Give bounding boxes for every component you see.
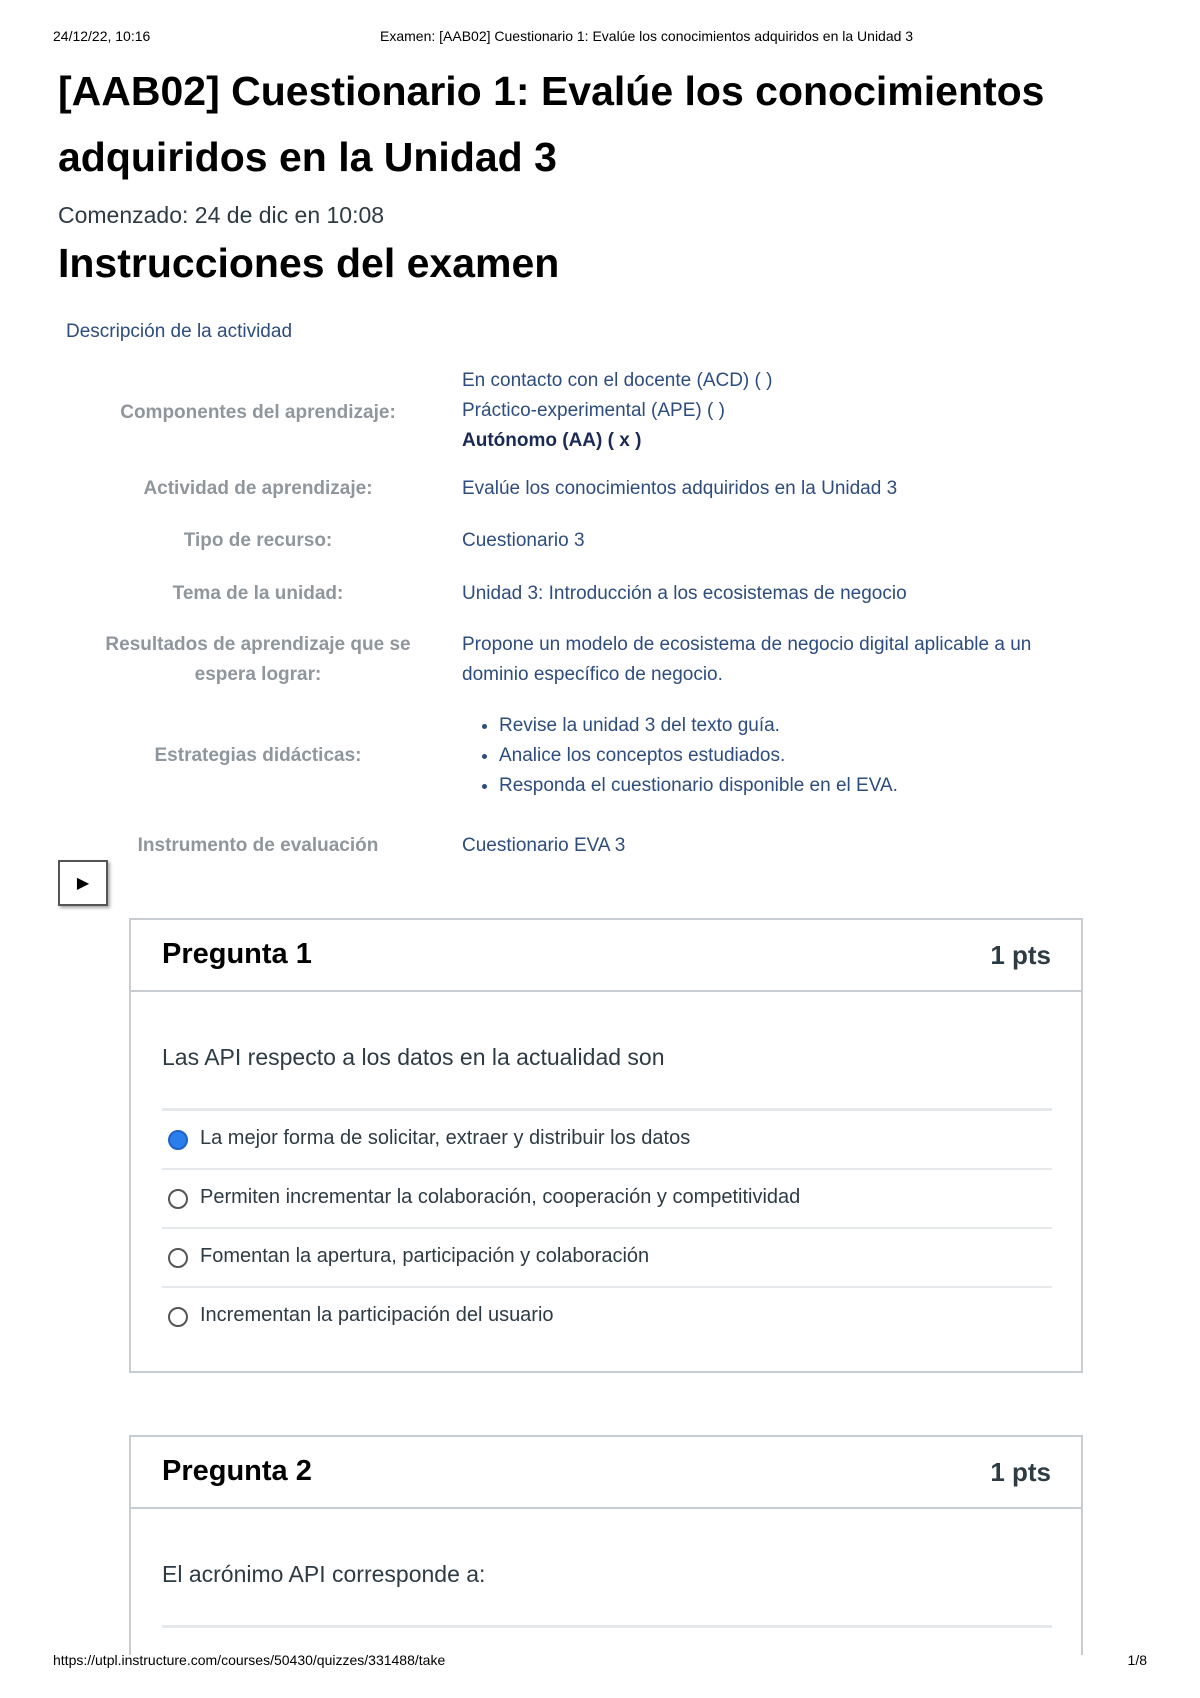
quiz-started-time: Comenzado: 24 de dic en 10:08 bbox=[58, 202, 385, 228]
question-card-2 bbox=[129, 1435, 1083, 1655]
activity-label: Actividad de aprendizaje: bbox=[143, 478, 373, 499]
instrument-value: Cuestionario EVA 3 bbox=[462, 835, 626, 856]
radio-unchecked-icon[interactable] bbox=[168, 1307, 188, 1327]
answer-option[interactable] bbox=[162, 1170, 1052, 1229]
question-text: Las API respecto a los datos en la actualidad son bbox=[162, 1044, 665, 1070]
question-header bbox=[131, 920, 1081, 992]
answer-option[interactable] bbox=[162, 1111, 1052, 1170]
instrument-label: Instrumento de evaluación bbox=[137, 835, 379, 856]
question-title: Pregunta 1 bbox=[162, 938, 312, 970]
question-title: Pregunta 2 bbox=[162, 1455, 312, 1487]
strategies-label: Estrategias didácticas: bbox=[154, 745, 362, 766]
component-acd: En contacto con el docente (ACD) ( ) bbox=[462, 370, 773, 391]
answer-label[interactable]: Permiten incrementar la colaboración, cooperación y competitividad bbox=[200, 1186, 801, 1208]
print-url: https://utpl.instructure.com/courses/50430/quizzes/331488/take bbox=[53, 1652, 446, 1668]
strategies-list bbox=[462, 711, 1082, 801]
radio-unchecked-icon[interactable] bbox=[168, 1248, 188, 1268]
strategy-item: • Analice los conceptos estudiados. bbox=[499, 741, 1082, 771]
answer-list bbox=[162, 1108, 1052, 1345]
activity-description-heading: Descripción de la actividad bbox=[66, 321, 293, 342]
results-label: Resultados de aprendizaje que se espera lograr: bbox=[105, 634, 411, 685]
resource-value: Cuestionario 3 bbox=[462, 530, 585, 551]
question-points: 1 pts bbox=[990, 940, 1051, 970]
components-label: Componentes del aprendizaje: bbox=[120, 402, 396, 423]
answer-label[interactable]: Fomentan la apertura, participación y colaboración bbox=[200, 1245, 650, 1267]
question-card-1 bbox=[129, 918, 1083, 1373]
answer-label[interactable]: La mejor forma de solicitar, extraer y distribuir los datos bbox=[200, 1127, 691, 1149]
play-toggle-button[interactable] bbox=[58, 860, 108, 906]
component-aa: Autónomo (AA) ( x ) bbox=[462, 430, 642, 451]
question-text: El acrónimo API corresponde a: bbox=[162, 1561, 486, 1587]
resource-label: Tipo de recurso: bbox=[183, 530, 333, 551]
strategies-value bbox=[462, 711, 1082, 801]
unit-value: Unidad 3: Introducción a los ecosistemas de negocio bbox=[462, 583, 907, 604]
quiz-title: [AAB02] Cuestionario 1: Evalúe los conocimientos adquiridos en la Unidad 3 bbox=[58, 68, 1045, 180]
print-date: 24/12/22, 10:16 bbox=[53, 28, 151, 44]
component-ape: Práctico-experimental (APE) ( ) bbox=[462, 400, 725, 421]
unit-label: Tema de la unidad: bbox=[172, 583, 344, 604]
instructions-heading: Instrucciones del examen bbox=[58, 240, 560, 286]
question-header bbox=[131, 1437, 1081, 1509]
results-value: Propone un modelo de ecosistema de negocio digital aplicable a un dominio específico de negocio. bbox=[462, 634, 1032, 685]
answer-list bbox=[162, 1625, 1052, 1628]
question-points: 1 pts bbox=[990, 1457, 1051, 1487]
radio-checked-icon[interactable] bbox=[168, 1130, 188, 1150]
radio-unchecked-icon[interactable] bbox=[168, 1189, 188, 1209]
answer-option[interactable] bbox=[162, 1229, 1052, 1288]
print-header bbox=[53, 28, 1147, 48]
answer-label[interactable]: Incrementan la participación del usuario bbox=[200, 1304, 554, 1326]
strategy-item: • Revise la unidad 3 del texto guía. bbox=[499, 711, 1082, 741]
activity-value: Evalúe los conocimientos adquiridos en la Unidad 3 bbox=[462, 478, 898, 499]
answer-option[interactable] bbox=[162, 1288, 1052, 1345]
components-value bbox=[462, 366, 1082, 456]
print-doc-title: Examen: [AAB02] Cuestionario 1: Evalúe los conocimientos adquiridos en la Unidad 3 bbox=[380, 28, 914, 44]
strategy-item: • Responda el cuestionario disponible en el EVA. bbox=[499, 771, 1082, 801]
print-footer bbox=[53, 1652, 1147, 1672]
play-icon: ▶ bbox=[76, 875, 90, 892]
print-page-number: 1/8 bbox=[1127, 1652, 1147, 1668]
